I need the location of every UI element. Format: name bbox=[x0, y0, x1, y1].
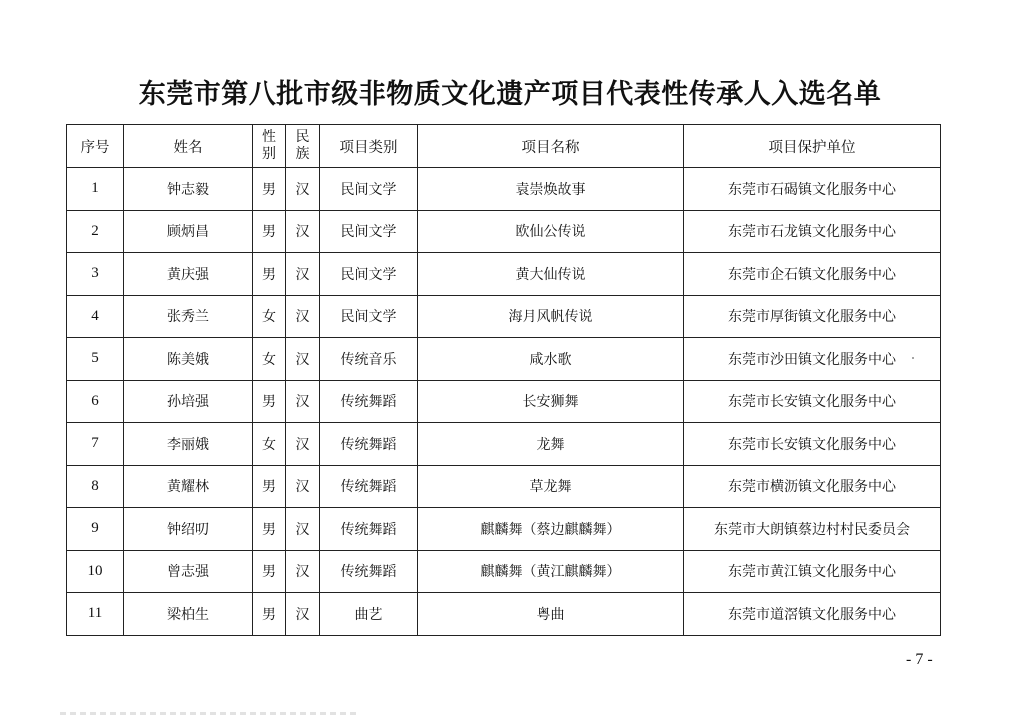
cell-ethnicity: 汉 bbox=[286, 210, 320, 253]
header-name: 姓名 bbox=[124, 125, 253, 168]
header-ethnicity bbox=[286, 125, 320, 168]
cell-project: 黄大仙传说 bbox=[418, 253, 684, 296]
cell-index: 7 bbox=[67, 423, 124, 466]
cell-gender: 男 bbox=[253, 550, 286, 593]
cell-gender: 男 bbox=[253, 168, 286, 211]
cell-project: 麒麟舞（蔡边麒麟舞） bbox=[418, 508, 684, 551]
cell-project: 龙舞 bbox=[418, 423, 684, 466]
table-row bbox=[67, 465, 941, 508]
cell-project: 海月风帆传说 bbox=[418, 295, 684, 338]
cell-gender: 男 bbox=[253, 210, 286, 253]
cell-unit: 东莞市长安镇文化服务中心 bbox=[684, 423, 941, 466]
cell-unit: 东莞市横沥镇文化服务中心 bbox=[684, 465, 941, 508]
cell-name: 孙培强 bbox=[124, 380, 253, 423]
table-row bbox=[67, 508, 941, 551]
table-row bbox=[67, 253, 941, 296]
cell-name: 黄庆强 bbox=[124, 253, 253, 296]
cell-name: 张秀兰 bbox=[124, 295, 253, 338]
cell-index: 10 bbox=[67, 550, 124, 593]
page-title: 东莞市第八批市级非物质文化遗产项目代表性传承人入选名单 bbox=[138, 79, 882, 110]
cell-ethnicity: 汉 bbox=[286, 423, 320, 466]
cell-name: 陈美娥 bbox=[124, 338, 253, 381]
cell-ethnicity: 汉 bbox=[286, 465, 320, 508]
cell-project: 欧仙公传说 bbox=[418, 210, 684, 253]
cell-category: 民间文学 bbox=[320, 168, 418, 211]
cell-unit: 东莞市道滘镇文化服务中心 bbox=[684, 593, 941, 636]
cell-category: 曲艺 bbox=[320, 593, 418, 636]
cell-index: 1 bbox=[67, 168, 124, 211]
cell-category: 传统舞蹈 bbox=[320, 465, 418, 508]
cell-unit: 东莞市黄江镇文化服务中心 bbox=[684, 550, 941, 593]
cell-project: 粤曲 bbox=[418, 593, 684, 636]
cell-index: 5 bbox=[67, 338, 124, 381]
cell-category: 传统音乐 bbox=[320, 338, 418, 381]
table-row bbox=[67, 338, 941, 381]
table-row bbox=[67, 593, 941, 636]
cell-unit: 东莞市沙田镇文化服务中心 bbox=[684, 338, 941, 381]
scan-speck bbox=[912, 357, 914, 359]
header-gender bbox=[253, 125, 286, 168]
header-ethnicity-bottom: 族 bbox=[295, 146, 310, 162]
cell-name: 李丽娥 bbox=[124, 423, 253, 466]
header-project: 项目名称 bbox=[418, 125, 684, 168]
table-row bbox=[67, 168, 941, 211]
cell-name: 顾炳昌 bbox=[124, 210, 253, 253]
cell-name: 黄耀林 bbox=[124, 465, 253, 508]
cell-gender: 男 bbox=[253, 253, 286, 296]
cell-gender: 男 bbox=[253, 380, 286, 423]
header-gender-top: 性 bbox=[262, 129, 276, 145]
table-row bbox=[67, 295, 941, 338]
cell-category: 民间文学 bbox=[320, 253, 418, 296]
cell-project: 长安狮舞 bbox=[418, 380, 684, 423]
cell-category: 传统舞蹈 bbox=[320, 550, 418, 593]
cell-gender: 女 bbox=[253, 295, 286, 338]
cell-ethnicity: 汉 bbox=[286, 508, 320, 551]
cell-ethnicity: 汉 bbox=[286, 253, 320, 296]
cell-unit: 东莞市大朗镇蔡边村村民委员会 bbox=[684, 508, 941, 551]
header-category: 项目类别 bbox=[320, 125, 418, 168]
cell-name: 钟志毅 bbox=[124, 168, 253, 211]
cell-index: 3 bbox=[67, 253, 124, 296]
table-row bbox=[67, 210, 941, 253]
cell-category: 民间文学 bbox=[320, 210, 418, 253]
page-number: - 7 - bbox=[906, 651, 933, 668]
cell-category: 民间文学 bbox=[320, 295, 418, 338]
cell-project: 麒麟舞（黄江麒麟舞） bbox=[418, 550, 684, 593]
cell-ethnicity: 汉 bbox=[286, 380, 320, 423]
cell-ethnicity: 汉 bbox=[286, 593, 320, 636]
cell-ethnicity: 汉 bbox=[286, 295, 320, 338]
scan-artifact-strip bbox=[60, 712, 360, 715]
cell-unit: 东莞市石碣镇文化服务中心 bbox=[684, 168, 941, 211]
cell-unit: 东莞市石龙镇文化服务中心 bbox=[684, 210, 941, 253]
header-index: 序号 bbox=[67, 125, 124, 168]
cell-name: 梁柏生 bbox=[124, 593, 253, 636]
cell-index: 4 bbox=[67, 295, 124, 338]
cell-category: 传统舞蹈 bbox=[320, 380, 418, 423]
header-ethnicity-top: 民 bbox=[295, 129, 310, 145]
cell-project: 草龙舞 bbox=[418, 465, 684, 508]
cell-index: 9 bbox=[67, 508, 124, 551]
cell-name: 曾志强 bbox=[124, 550, 253, 593]
cell-index: 11 bbox=[67, 593, 124, 636]
cell-unit: 东莞市长安镇文化服务中心 bbox=[684, 380, 941, 423]
cell-gender: 男 bbox=[253, 508, 286, 551]
cell-ethnicity: 汉 bbox=[286, 168, 320, 211]
cell-category: 传统舞蹈 bbox=[320, 508, 418, 551]
cell-ethnicity: 汉 bbox=[286, 338, 320, 381]
header-gender-bottom: 别 bbox=[262, 146, 276, 162]
cell-category: 传统舞蹈 bbox=[320, 423, 418, 466]
cell-gender: 男 bbox=[253, 593, 286, 636]
cell-name: 钟绍叨 bbox=[124, 508, 253, 551]
cell-index: 2 bbox=[67, 210, 124, 253]
cell-ethnicity: 汉 bbox=[286, 550, 320, 593]
table-row bbox=[67, 380, 941, 423]
cell-index: 8 bbox=[67, 465, 124, 508]
cell-project: 袁崇焕故事 bbox=[418, 168, 684, 211]
table-header-row bbox=[67, 125, 941, 168]
table-row bbox=[67, 423, 941, 466]
cell-project: 咸水歌 bbox=[418, 338, 684, 381]
heritage-inheritors-table bbox=[66, 124, 941, 636]
cell-gender: 女 bbox=[253, 338, 286, 381]
cell-index: 6 bbox=[67, 380, 124, 423]
cell-gender: 女 bbox=[253, 423, 286, 466]
cell-gender: 男 bbox=[253, 465, 286, 508]
cell-unit: 东莞市企石镇文化服务中心 bbox=[684, 253, 941, 296]
header-unit: 项目保护单位 bbox=[684, 125, 941, 168]
cell-unit: 东莞市厚街镇文化服务中心 bbox=[684, 295, 941, 338]
table-row bbox=[67, 550, 941, 593]
